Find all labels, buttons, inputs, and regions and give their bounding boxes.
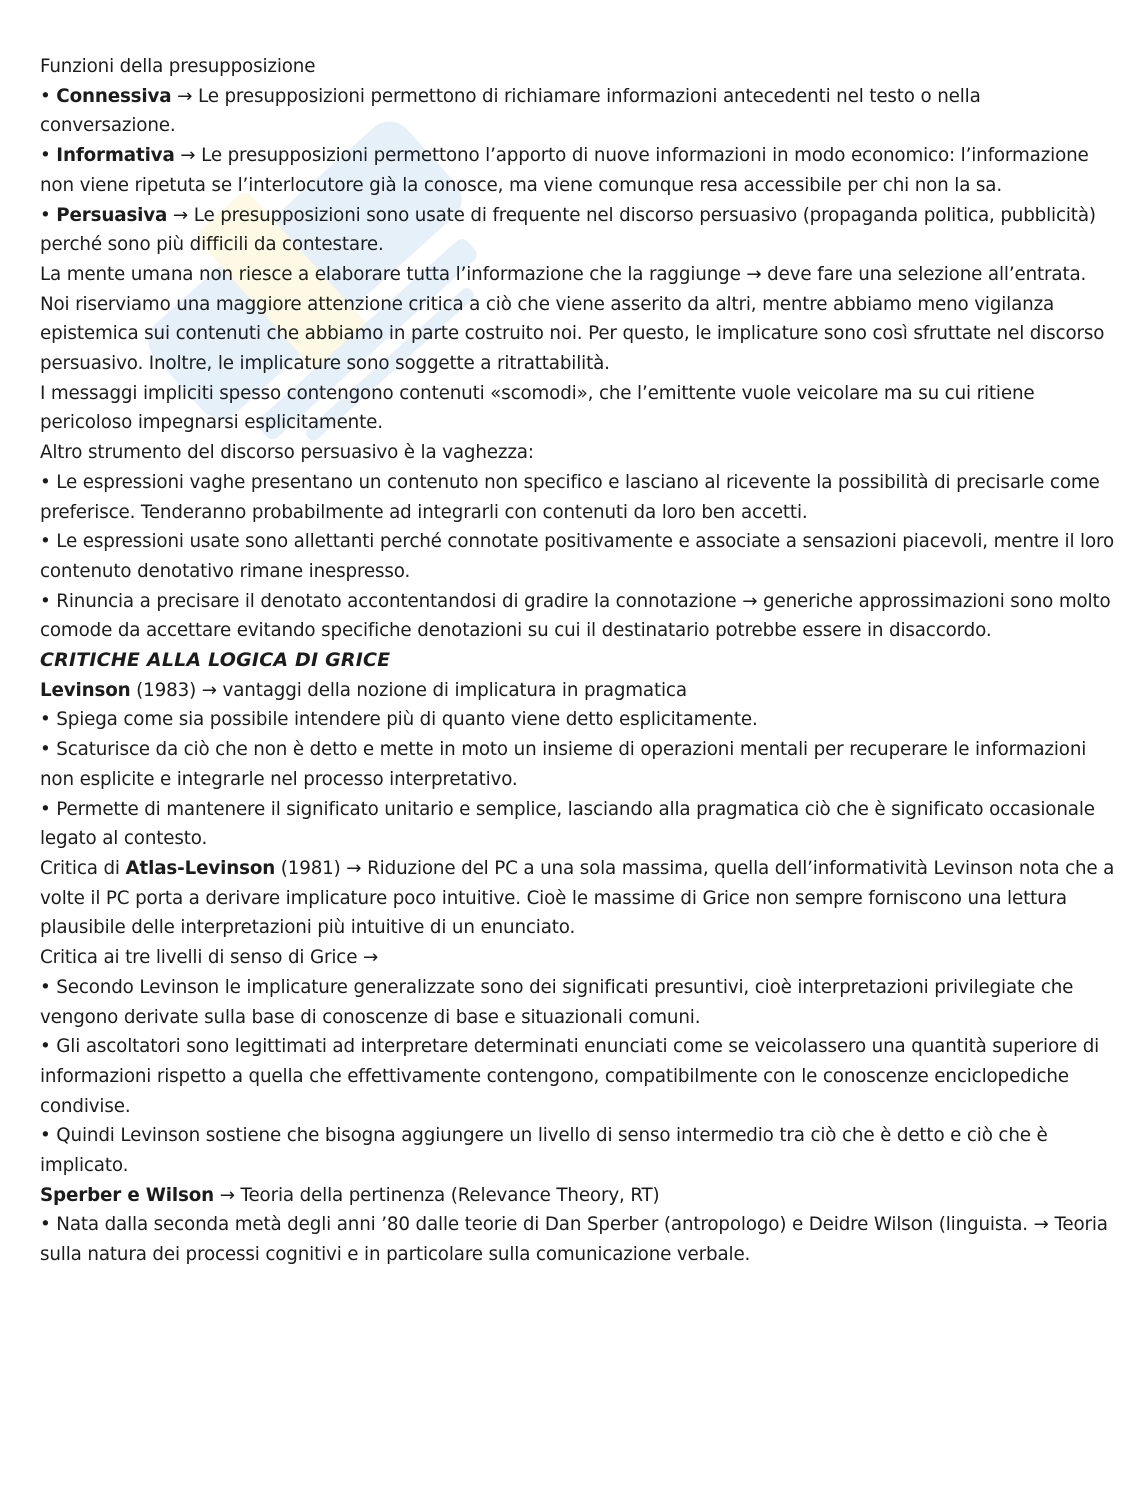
doc-line: Altro strumento del discorso persuasivo è la vaghezza: — [40, 442, 534, 464]
doc-line: • Gli ascoltatori sono legittimati ad interpretare determinati enunciati come se veicolassero una quantità superiore di informazioni rispetto a quella che effettivamente contengono, compatibilmente con le conoscenze enciclopediche condivise. — [40, 1036, 1100, 1117]
doc-line: Funzioni della presupposizione — [40, 56, 316, 77]
doc-line: • Quindi Levinson sostiene che bisogna aggiungere un livello di senso intermedio tra ciò che è detto e ciò che è implicato. — [40, 1125, 1048, 1177]
doc-line: Sperber e Wilson → Teoria della pertinenza (Relevance Theory, RT) — [40, 1184, 660, 1206]
doc-line: I messaggi impliciti spesso contengono contenuti «scomodi», che l’emittente vuole veicolare ma su cui ritiene pericoloso impegnarsi esplicitamente. — [40, 382, 1035, 434]
doc-line: • Spiega come sia possibile intendere più di quanto viene detto esplicitamente. — [40, 709, 758, 731]
doc-line: • Connessiva → Le presupposizioni permettono di richiamare informazioni antecedenti nel testo o nella conversazione. — [40, 85, 981, 137]
doc-line: • Rinuncia a precisare il denotato accontentandosi di gradire la connotazione → generiche approssimazioni sono molto comode da accettare evitando specifiche denotazioni su cui il destinatario potrebbe essere in disaccordo. — [40, 590, 1111, 642]
doc-line: • Informativa → Le presupposizioni permettono l’apporto di nuove informazioni in modo economico: l’informazione non viene ripetuta se l’interlocutore già la conosce, ma viene comunque resa accessibile per chi non la sa. — [40, 145, 1089, 196]
doc-line: • Secondo Levinson le implicature generalizzate sono dei significati presuntivi, cioè interpretazioni privilegiate che vengono derivate sulla base di conoscenze di base e situazionali comuni. — [40, 976, 1074, 1028]
doc-line: • Permette di mantenere il significato unitario e semplice, lasciando alla pragmatica ciò che è significato occasionale legato al contesto. — [40, 798, 1095, 850]
document-body — [40, 52, 1120, 1270]
doc-line: • Persuasiva → Le presupposizioni sono usate di frequente nel discorso persuasivo (propaganda politica, pubblicità) perché sono più difficili da contestare. — [40, 204, 1096, 256]
doc-line: • Le espressioni usate sono allettanti perché connotate positivamente e associate a sensazioni piacevoli, mentre il loro contenuto denotativo rimane inespresso. — [40, 531, 1115, 582]
doc-line: Critica di Atlas-Levinson (1981) → Riduzione del PC a una sola massima, quella dell’informatività Levinson nota che a volte il PC porta a derivare implicature poco intuitive. Cioè le massime di Grice non sempre forniscono una lettura plausibile delle interpretazioni più intuitive di un enunciato. — [40, 857, 1115, 939]
doc-line: La mente umana non riesce a elaborare tutta l’informazione che la raggiunge → deve fare una selezione all’entrata. Noi riserviamo una maggiore attenzione critica a ciò che viene asserito da altri, mentre abbiamo meno vigilanza epistemica sui contenuti che abbiamo in parte costruito noi. Per questo, le implicature sono così sfruttate nel discorso persuasivo. Inoltre, le implicature sono soggette a ritrattabilità. — [40, 263, 1105, 375]
doc-line: • Nata dalla seconda metà degli anni ’80 dalle teorie di Dan Sperber (antropologo) e Deidre Wilson (linguista. → Teoria sulla natura dei processi cognitivi e in particolare sulla comunicazione verbale. — [40, 1214, 1108, 1266]
section-heading: CRITICHE ALLA LOGICA DI GRICE — [40, 649, 391, 672]
doc-line: • Le espressioni vaghe presentano un contenuto non specifico e lasciano al ricevente la possibilità di precisarle come preferisce. Tenderanno probabilmente ad integrarli con contenuti da loro ben accetti. — [40, 471, 1100, 523]
doc-line: • Scaturisce da ciò che non è detto e mette in moto un insieme di operazioni mentali per recuperare le informazioni non esplicite e integrarle nel processo interpretativo. — [40, 739, 1087, 790]
doc-line: Critica ai tre livelli di senso di Grice → — [40, 947, 379, 969]
doc-line: Levinson (1983) → vantaggi della nozione di implicatura in pragmatica — [40, 679, 687, 701]
